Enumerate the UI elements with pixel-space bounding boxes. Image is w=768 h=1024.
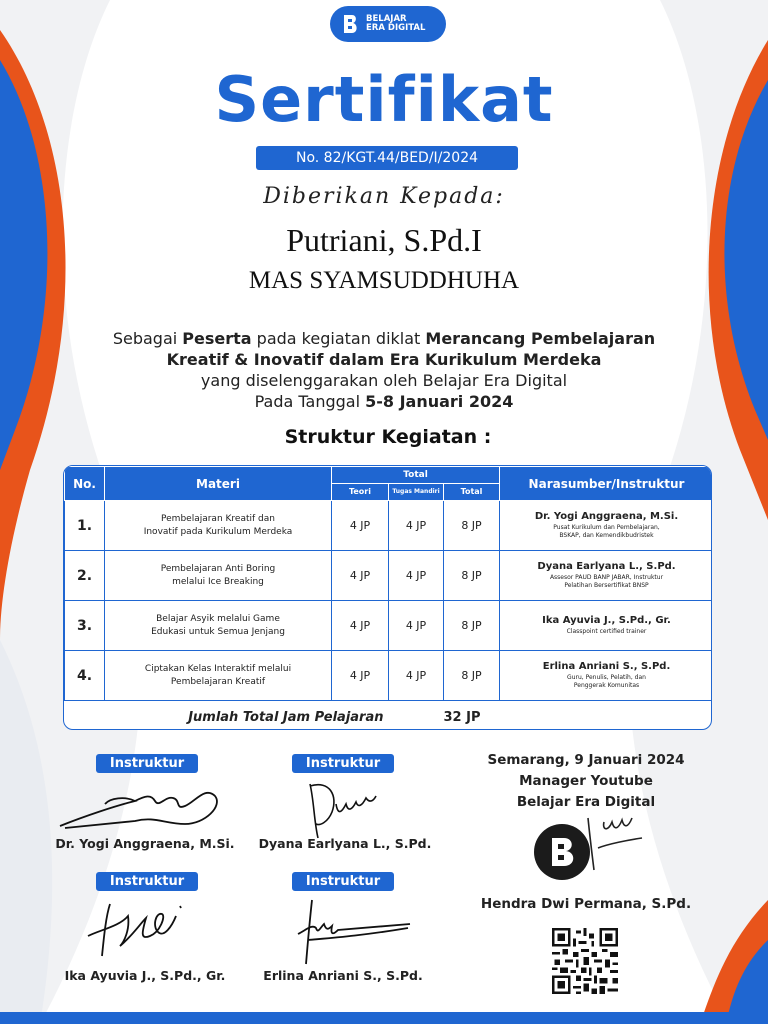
place-date: Semarang, 9 Januari 2024	[487, 752, 685, 768]
total-label: Jumlah Total Jam Pelajaran	[188, 709, 384, 725]
instructor-1-name: Dr. Yogi Anggraena, M.Si.	[55, 836, 235, 851]
row-materi: Pembelajaran Kreatif dan Inovatif pada Kurikulum Merdeka	[105, 501, 332, 551]
manager-sign-block	[468, 750, 704, 813]
brand-line-1: BELAJAR	[366, 14, 407, 24]
qr-code[interactable]	[552, 928, 618, 994]
instructor-4-name: Erlina Anriani S., S.Pd.	[263, 968, 423, 983]
header-total-group: Total	[332, 467, 500, 484]
given-to-label: Diberikan Kepada:	[263, 184, 505, 209]
desc-text: pada kegiatan diklat	[251, 329, 426, 348]
row-teori: 4 JP	[332, 501, 389, 551]
row-instructor: Dr. Yogi Anggraena, M.Si. Pusat Kurikulum dan Pembelajaran, BSKAP, dan Kemendikbudristek	[500, 501, 713, 551]
brand-logo-icon	[342, 13, 360, 35]
row-instructor: Ika Ayuvia J., S.Pd., Gr. Classpoint certified trainer	[500, 601, 713, 651]
desc-course: Merancang Pembelajaran	[425, 329, 656, 348]
instructor-badge: Instruktur	[292, 754, 394, 773]
signature-ika	[80, 896, 190, 966]
row-tugas: 4 JP	[389, 501, 444, 551]
header-teori: Teori	[332, 484, 389, 501]
total-value: 32 JP	[443, 709, 481, 725]
desc-text: Pada Tanggal	[254, 392, 366, 411]
table-row	[65, 651, 713, 701]
row-teori: 4 JP	[332, 601, 389, 651]
header-no: No.	[65, 467, 105, 501]
row-tugas: 4 JP	[389, 651, 444, 701]
structure-title: Struktur Kegiatan :	[284, 426, 492, 448]
row-total: 8 JP	[444, 501, 500, 551]
row-no: 2.	[65, 551, 105, 601]
desc-course: Kreatif & Inovatif dalam Era Kurikulum Merdeka	[166, 350, 602, 369]
instructor-badge: Instruktur	[292, 872, 394, 891]
instructor-badge: Instruktur	[96, 754, 198, 773]
certificate-description	[60, 328, 708, 412]
total-row	[65, 701, 713, 731]
table-row	[65, 601, 713, 651]
instructor-3-name: Ika Ayuvia J., S.Pd., Gr.	[64, 968, 226, 983]
table-row	[65, 551, 713, 601]
signature-manager	[578, 808, 648, 878]
manager-role-2: Belajar Era Digital	[516, 794, 656, 810]
row-total: 8 JP	[444, 651, 500, 701]
row-teori: 4 JP	[332, 551, 389, 601]
structure-table	[63, 465, 712, 730]
signature-erlina	[290, 894, 420, 969]
signature-yogi	[55, 776, 225, 836]
row-tugas: 4 JP	[389, 601, 444, 651]
desc-date: 5-8 Januari 2024	[365, 392, 514, 411]
desc-text: Sebagai	[112, 329, 183, 348]
header-tugas-mandiri: Tugas Mandiri	[389, 484, 444, 501]
brand-line-2: ERA DIGITAL	[366, 23, 426, 33]
row-total: 8 JP	[444, 601, 500, 651]
recipient-school: MAS SYAMSUDDHUHA	[248, 267, 520, 294]
manager-role-1: Manager Youtube	[519, 773, 653, 789]
header-narasumber: Narasumber/Instruktur	[500, 467, 713, 501]
table-row	[65, 501, 713, 551]
brand-logo	[330, 6, 446, 42]
instructor-2-name: Dyana Earlyana L., S.Pd.	[258, 836, 432, 851]
row-materi: Pembelajaran Anti Boring melalui Ice Breaking	[105, 551, 332, 601]
header-materi: Materi	[105, 467, 332, 501]
instructor-badge: Instruktur	[96, 872, 198, 891]
row-instructor: Dyana Earlyana L., S.Pd. Assesor PAUD BANP JABAR, Instruktur Pelatihan Bersertifikat BNSP	[500, 551, 713, 601]
manager-name: Hendra Dwi Permana, S.Pd.	[480, 896, 692, 912]
recipient-name: Putriani, S.Pd.I	[286, 222, 482, 258]
row-instructor: Erlina Anriani S., S.Pd. Guru, Penulis, Pelatih, dan Penggerak Komunitas	[500, 651, 713, 701]
desc-organizer: yang diselenggarakan oleh Belajar Era Digital	[200, 371, 568, 390]
row-no: 3.	[65, 601, 105, 651]
row-total: 8 JP	[444, 551, 500, 601]
row-teori: 4 JP	[332, 651, 389, 701]
row-no: 1.	[65, 501, 105, 551]
desc-role: Peserta	[182, 329, 252, 348]
certificate-title: Sertifikat	[214, 63, 554, 136]
row-tugas: 4 JP	[389, 551, 444, 601]
row-materi: Ciptakan Kelas Interaktif melalui Pembelajaran Kreatif	[105, 651, 332, 701]
row-no: 4.	[65, 651, 105, 701]
row-materi: Belajar Asyik melalui Game Edukasi untuk Semua Jenjang	[105, 601, 332, 651]
header-total: Total	[444, 484, 500, 501]
certificate-number: No. 82/KGT.44/BED/I/2024	[256, 146, 518, 170]
